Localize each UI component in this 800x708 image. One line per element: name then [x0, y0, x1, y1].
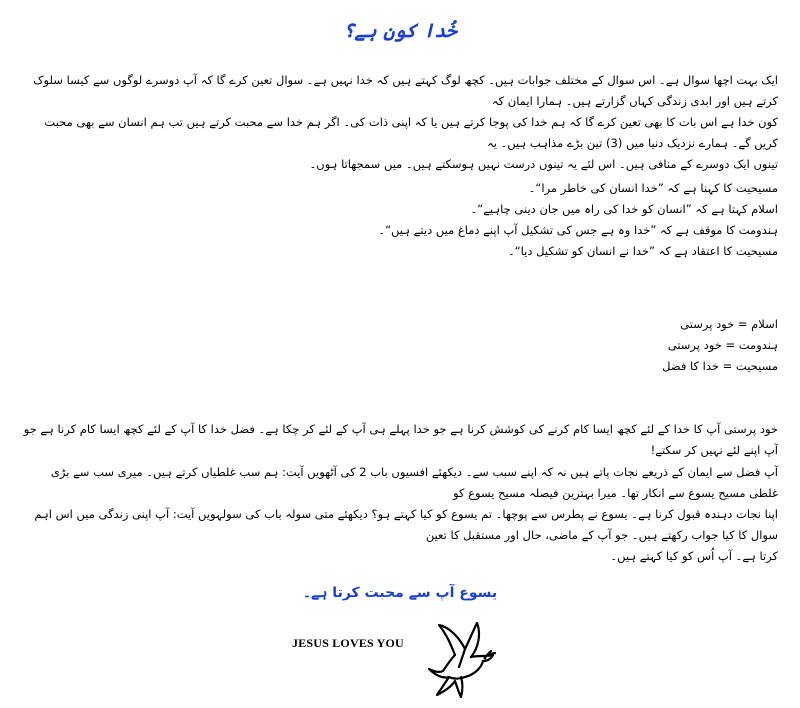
intro-line: ایک بہت اچھا سوال ہے۔ اس سوال کے مختلف جوابات ہیں۔ کچھ لوگ کہتے ہیں کہ خدا نہیں ہے۔ سوال تعین کرے گا کہ آپ دوسرے لوگوں سے کیسا سلوک کرتے ہیں اور ابدی زندگی کہاں گزارتے ہیں۔ ہمارا ایمان کہ	[33, 73, 778, 108]
grace-line: اپنا نجات دہندہ قبول کرنا ہے۔ یسوع نے پطرس سے پوچھا۔ تم یسوع کو کیا کہتے ہو؟ دیکھئے متی سولہ باب کی سولہویں آیت: آپ اپنی زندگی میں اس اہم سوال کا کیا جواب رکھتے ہیں۔ جو آپ کے ماضی، حال اور مستقبل کا تعین	[34, 507, 778, 542]
grace-line: آپ فضل سے ایمان کے ذریعے نجات پاتے ہیں نہ کہ اپنے سبب سے۔ دیکھئے افسیوں باب 2 کی آٹھویں آیت: ہم سب غلطیاں کرتے ہیں۔ میری سب سے بڑی غلطی مسیح یسوع سے انکار تھا۔ میرا بہترین فیصلہ مسیح یسوع کو	[50, 465, 778, 500]
equations-list	[22, 314, 778, 377]
dove-icon	[425, 617, 499, 699]
closing-heading: یسوع آپ سے محبت کرتا ہے۔	[302, 585, 498, 601]
jesus-loves-you-label: JESUS LOVES YOU	[292, 636, 404, 650]
intro-line: کون خدا ہے اس بات کا بھی تعین کرے گا کہ ہم خدا کی پوجا کرتے ہیں یا کہ اپنی ذات کی۔ اگر ہم خدا سے محبت کرتے ہیں تب ہم انسان سے بھی محبت کریں گے۔ ہمارے نزدیک دنیا میں (3) تین بڑے مذاہب ہیں۔ یہ	[44, 115, 778, 150]
intro-line: تینوں ایک دوسرے کے منافی ہیں۔ اس لئے یہ تینوں درست نہیں ہوسکتے ہیں۔ میں سمجھاتا ہوں۔	[309, 157, 778, 171]
self-worship-paragraph	[22, 419, 778, 461]
belief-christianity: مسیحیت کا کہنا ہے کہ ”خدا انسان کی خاطر مرا“۔	[528, 181, 778, 195]
beliefs-list	[22, 178, 778, 262]
belief-islam: اسلام کہتا ہے کہ ”انسان کو خدا کی راہ میں جان دینی چاہیے“۔	[470, 202, 778, 216]
grace-paragraph	[22, 462, 778, 567]
grace-line: کرتا ہے۔ آپ اُس کو کیا کہتے ہیں۔	[610, 549, 778, 563]
equation-christianity: مسیحیت = خدا کا فضل	[662, 359, 778, 373]
belief-hinduism: ہندومت کا موقف ہے کہ ”خدا وہ ہے جس کی تشکیل آپ اپنے دماغ میں دیتے ہیں“۔	[378, 223, 778, 237]
equation-islam: اسلام = خود پرستی	[680, 317, 778, 331]
self-worship-line: خود پرستی آپ کا خدا کے لئے کچھ ایسا کام کرنے کی کوشش کرنا ہے جو خدا پہلے ہی آپ کے لئے کر چکا ہے۔ فضل خدا کا آپ کے لئے کچھ ایسا کام کرنا ہے جو آپ اپنے لئے نہیں کر سکتے!	[23, 422, 778, 457]
page-title: خُدا کون ہے؟	[343, 20, 457, 42]
belief-christianity-creation: مسیحیت کا اعتقاد ہے کہ ”خدا نے انسان کو تشکیل دیا“۔	[507, 244, 778, 258]
intro-paragraph	[22, 70, 778, 175]
equation-hinduism: ہندومت = خود پرستی	[667, 338, 778, 352]
